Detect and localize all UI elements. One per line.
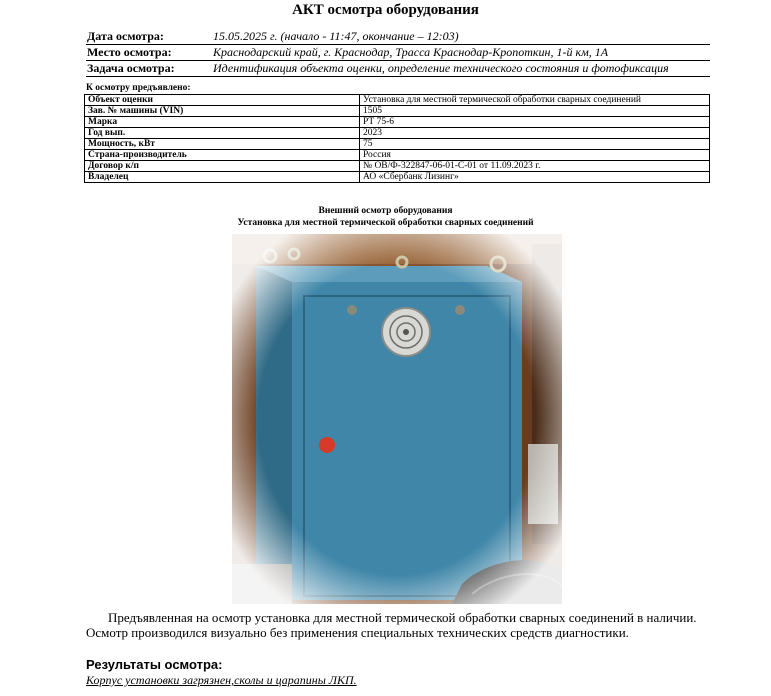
spec-value: 1505 <box>360 106 710 117</box>
equipment-photo <box>232 234 562 604</box>
table-row <box>85 139 710 150</box>
header-row-date <box>86 29 710 45</box>
spec-key: Страна-производитель <box>85 150 360 161</box>
photo-caption-title: Внешний осмотр оборудования <box>318 206 453 216</box>
table-row <box>85 95 710 106</box>
photo-vignette <box>232 234 562 604</box>
spec-value: № ОВ/Ф-322847-06-01-С-01 от 11.09.2023 г. <box>360 161 710 172</box>
header-row-task <box>86 61 710 77</box>
table-row <box>85 106 710 117</box>
header-value: 15.05.2025 г. (начало - 11:47, окончание – 12:03) <box>213 29 459 43</box>
spec-value: РТ 75-6 <box>360 117 710 128</box>
spec-key: Марка <box>85 117 360 128</box>
table-row <box>85 150 710 161</box>
results-text: Корпус установки загрязнен,сколы и царапины ЛКП. <box>86 673 357 687</box>
spec-value: Установка для местной термической обработки сварных соединений <box>360 95 710 106</box>
presented-label: К осмотру предъявлено: <box>86 83 191 93</box>
equipment-illustration <box>232 234 562 604</box>
table-row <box>85 161 710 172</box>
spec-key: Зав. № машины (VIN) <box>85 106 360 117</box>
table-row <box>85 172 710 183</box>
spec-key: Владелец <box>85 172 360 183</box>
spec-key: Договор к/п <box>85 161 360 172</box>
header-value: Краснодарский край, г. Краснодар, Трасса Краснодар-Кропоткин, 1-й км, 1А <box>213 45 609 59</box>
spec-value: 75 <box>360 139 710 150</box>
spec-key: Объект оценки <box>85 95 360 106</box>
header-label: Дата осмотра: <box>87 29 164 43</box>
photo-caption-subtitle: Установка для местной термической обработки сварных соединений <box>237 218 534 228</box>
table-row <box>85 128 710 139</box>
results-title: Результаты осмотра: <box>86 657 223 672</box>
header-value: Идентификация объекта оценки, определение технического состояния и фотофиксация <box>213 61 669 75</box>
spec-value: АО «Сбербанк Лизинг» <box>360 172 710 183</box>
header-row-place <box>86 45 710 61</box>
header-label: Задача осмотра: <box>87 61 175 75</box>
spec-value: Россия <box>360 150 710 161</box>
spec-table <box>84 94 710 183</box>
spec-key: Год вып. <box>85 128 360 139</box>
document-title: АКТ осмотра оборудования <box>292 2 479 18</box>
header-label: Место осмотра: <box>87 45 172 59</box>
spec-value: 2023 <box>360 128 710 139</box>
spec-key: Мощность, кВт <box>85 139 360 150</box>
inspection-paragraph: Предъявленная на осмотр установка для местной термической обработки сварных соединений в наличии. Осмотр производился визуально без применения специальных технических средств диагностики. <box>86 610 697 640</box>
table-row <box>85 117 710 128</box>
